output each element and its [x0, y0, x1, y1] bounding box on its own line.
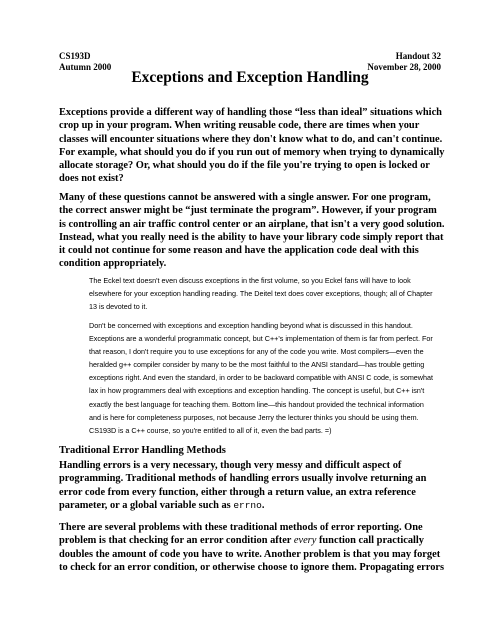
note-line: 13 is devoted to it.: [89, 302, 148, 312]
text-line: For example, what should you do if you run out of memory when trying to dynamically: [59, 146, 445, 158]
page-title: Exceptions and Exception Handling: [131, 69, 369, 86]
text-line: There are several problems with these traditional methods of error reporting. One: [59, 522, 423, 533]
section-heading: Traditional Error Handling Methods: [59, 445, 226, 456]
text-fragment: function call practically: [316, 535, 424, 547]
note-line: lax in how programmers deal with exceptions and exception handling. The concept is useful, but C++ isn't: [89, 386, 425, 396]
text-line: allocate storage? Or, what should you do if the file you're trying to open is locked or: [59, 160, 430, 172]
note-line: CS193D is a C++ course, so you're entitled to all of it, even the bad parts. =): [89, 425, 332, 435]
note-line: heralded g++ compiler consider by many to be the most faithful to the ANSI standard—has trouble getting: [89, 360, 425, 370]
text-fragment: .: [261, 499, 265, 511]
text-line: error code from every function, either through a return value, an extra reference: [59, 486, 416, 498]
note-line: exceptions right. And even the standard, in order to be backward compatible with ANSI C code, is somewhat: [89, 373, 433, 383]
text-line: Exceptions provide a different way of handling those “less than ideal” situations which: [59, 107, 442, 118]
note-line: Don't be concerned with exceptions and exception handling beyond what is discussed in this handout.: [89, 321, 413, 330]
text-line: does not exist?: [59, 173, 124, 185]
note-line: The Eckel text doesn't even discuss exceptions in the first volume, so you Eckel fans will have to look: [89, 276, 411, 285]
text-line: [59, 499, 445, 512]
note-line: Exceptions are a wonderful programmatic concept, but C++'s implementation of them is far from perfect. For: [89, 334, 433, 344]
text-line: programming. Traditional methods of handling errors usually involve returning an: [59, 473, 427, 485]
text-line: to check for an error condition, or otherwise choose to ignore them. Propagating errors: [59, 561, 445, 573]
intro-paragraph: [59, 106, 445, 186]
reading-note: [89, 274, 445, 313]
text-line: Many of these questions cannot be answered with a single answer. For one program,: [59, 192, 431, 203]
text-line: doubles the amount of code you have to write. Another problem is that you may forget: [59, 548, 441, 560]
note-line: elsewhere for your exception handling reading. The Deitel text does cover exceptions, though; all of Chapter: [89, 289, 433, 299]
error-handling-paragraph: [59, 459, 445, 512]
course-term: Autumn 2000: [59, 62, 112, 72]
course-code: CS193D: [59, 51, 91, 61]
handout-date: November 28, 2000: [367, 62, 441, 72]
text-line: is controlling an air traffic control center or an airplane, that isn't a very good solution.: [59, 218, 445, 230]
text-line: condition appropriately.: [59, 258, 167, 270]
text-line: crop up in your program. When writing reusable code, there are times when your: [59, 120, 420, 132]
text-line: the correct answer might be “just terminate the program”. However, if your program: [59, 205, 437, 217]
text-line: Handling errors is a very necessary, though very messy and difficult aspect of: [59, 460, 402, 471]
text-line: Instead, what you really need is the ability to have your library code simply report that: [59, 231, 444, 243]
note-line: exactly the best language for teaching them. Bottom line—this handout provided the technical information: [89, 399, 424, 409]
text-line: classes will encounter situations where they don't know what to do, and can't continue.: [59, 133, 443, 145]
scope-note: [89, 319, 445, 437]
text-fragment: problem is that checking for an error condition after: [59, 535, 294, 547]
problems-paragraph: [59, 521, 445, 574]
note-line: and is here for completeness purposes, not because Jerry the lecturer thinks you should be using them.: [89, 412, 419, 422]
errno-code: errno: [233, 499, 262, 511]
text-line: [59, 534, 445, 547]
note-line: that reason, I don't require you to use exceptions for any of the code you write. Most compilers—even the: [89, 347, 424, 357]
text-line: it could not continue for some reason and have the application code deal with this: [59, 245, 419, 257]
text-fragment: parameter, or a global variable such as: [59, 499, 234, 511]
handout-number: Handout 32: [395, 51, 441, 61]
second-paragraph: [59, 191, 445, 271]
emphasis-every: every: [293, 535, 317, 547]
